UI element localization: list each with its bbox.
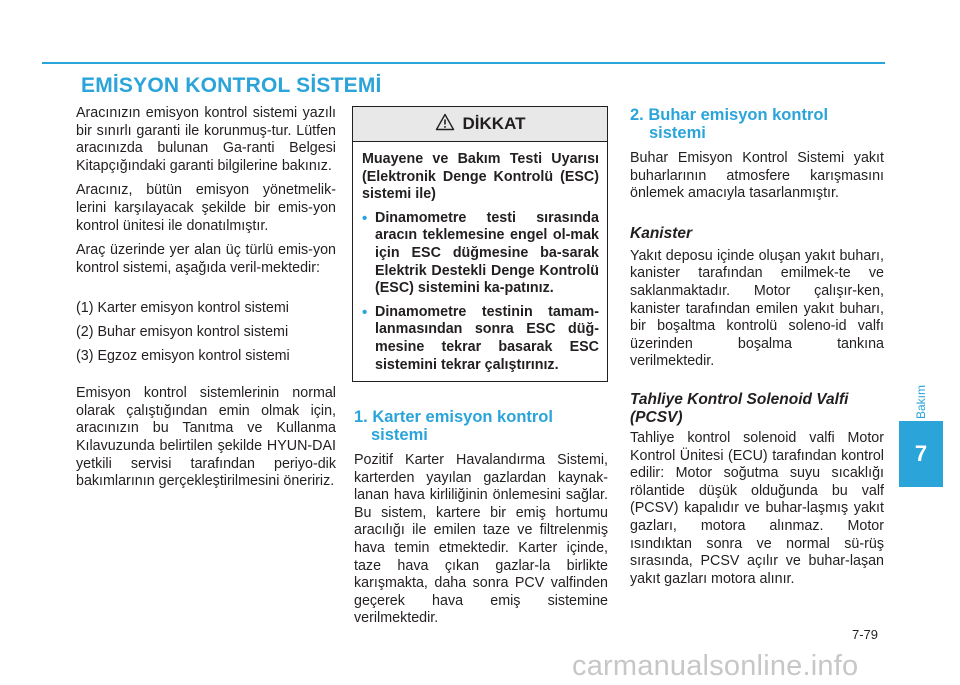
section-2-heading [630, 106, 828, 142]
header-rule [42, 62, 885, 64]
intro-column [76, 105, 336, 491]
side-tab-label-text: Bakım [914, 384, 928, 420]
bullet-icon: • [362, 209, 368, 227]
purge-valve-heading-line-1: Tahliye Kontrol Solenoid Valfi [630, 390, 849, 408]
caution-title: Muayene ve Bakım Testi Uyarısı (Elektronik Denge Kontrolü (ESC) sistemi ile) [362, 151, 599, 203]
section-1-text: Pozitif Karter Havalandırma Sistemi, karterden yayılan gazlardan kaynak-lanan hava kirliliğinin önlemesini sağlar. Bu sistem, kartere bir emiş hortumu aracılığı ile emilen taze ve filtrelenmiş hava temin etmektedir. Karter içinde, taze hava çıkan gazlar-la birlikte karışmakta, daha sonra PCV valfinden geçerek hava emiş sistemine verilmektedir. [354, 452, 608, 627]
section-1-heading-line-2: sistemi [371, 426, 428, 444]
list-item: (1) Karter emisyon kontrol sistemi [76, 300, 289, 317]
caution-bullet-text: Dinamometre testi sırasında aracın teklemesine engel ol-mak için ESC düğmesine ba-sarak Elektrik Destekli Denge Kontrolü (ESC) sistemini ka-patınız. [375, 209, 599, 297]
canister-text: Yakıt deposu içinde oluşan yakıt buharı, kanister tarafından emilmek-te ve saklanmaktadır. Motor çalışır-ken, kanister tarafından emilen yakıt buharı, bir boşaltma kontrolü soleno-id valfı üzerinden boşalma tankına verilmektedir. [630, 247, 884, 370]
section-2-column [630, 150, 884, 588]
caution-body [353, 142, 607, 374]
emission-system-list [76, 300, 336, 365]
section-1-text-column [354, 452, 608, 628]
warning-triangle-icon [435, 113, 455, 136]
caution-box [352, 106, 608, 382]
caution-bullet-text: Dinamometre testinin tamam-lanmasından sonra ESC düğ-mesine tekrar basarak ESC sistemini tekrar çalıştırınız. [375, 303, 599, 373]
intro-paragraph-3: Araç üzerinde yer alan üç türlü emis-yon kontrol sistemi, aşağıda veril-mektedir: [76, 242, 336, 276]
caution-header [353, 107, 607, 142]
watermark: carmanualsonline.info [572, 650, 859, 682]
list-item: (3) Egzoz emisyon kontrol sistemi [76, 347, 290, 364]
section-2-heading-line-1: 2. Buhar emisyon kontrol [630, 106, 829, 124]
side-tab-label [909, 385, 933, 419]
chapter-tab: 7 [899, 421, 943, 487]
intro-paragraph-1: Aracınızın emisyon kontrol sistemi yazılı bir sınırlı garanti ile korunmuş-tur. Lütfen aracınızda bulunan Ga-ranti Belgesi Kitapçığındaki garanti bilgilerine bakınız. [76, 105, 336, 174]
caution-bullet [362, 304, 599, 374]
page-title: EMİSYON KONTROL SİSTEMİ [81, 74, 382, 97]
list-item: (2) Buhar emisyon kontrol sistemi [76, 323, 289, 340]
section-2-text: Buhar Emisyon Kontrol Sistemi yakıt buharlarının atmosfere karışmasını önlemek amacıyla tasarlanmıştır. [630, 150, 884, 202]
intro-paragraph-4: Emisyon kontrol sistemlerinin normal olarak çalıştığından emin olmak için, aracınızın bu Tanıtma ve Kullanma Kılavuzunda belirtilen şekilde HYUN-DAI yetkili servisi tarafından periyo-dik bakımlarının gerçekleştirilmesini öneririz. [76, 385, 336, 490]
canister-heading: Kanister [630, 224, 693, 242]
purge-valve-text: Tahliye kontrol solenoid valfi Motor Kontrol Ünitesi (ECU) tarafından kontrol edilir: Motor soğutma suyu sıcaklığı rölantide düşük olduğunda bu valf (PCSV) kapalıdır ve buhar-laşmış yakıt gazları, motora alınmaz. Motor ısındıktan sonra ve normal sü-rüş sırasında, PCSV açılır ve buhar-laşan yakıt gazları motora alınır. [630, 429, 884, 587]
caution-bullet [362, 210, 599, 298]
section-1-heading-line-1: 1. Karter emisyon kontrol [354, 408, 553, 426]
caution-heading: DİKKAT [462, 114, 526, 133]
bullet-icon: • [362, 303, 368, 321]
page-number: 7-79 [852, 627, 879, 642]
purge-valve-heading-line-2: (PCSV) [630, 408, 683, 426]
section-1-heading [354, 408, 553, 444]
section-2-heading-line-2: sistemi [649, 124, 706, 142]
purge-valve-heading [630, 391, 884, 427]
intro-paragraph-2: Aracınız, bütün emisyon yönetmelik-lerini karşılayacak şekilde bir emis-yon kontrol ünitesi ile donatılmıştır. [76, 182, 336, 234]
